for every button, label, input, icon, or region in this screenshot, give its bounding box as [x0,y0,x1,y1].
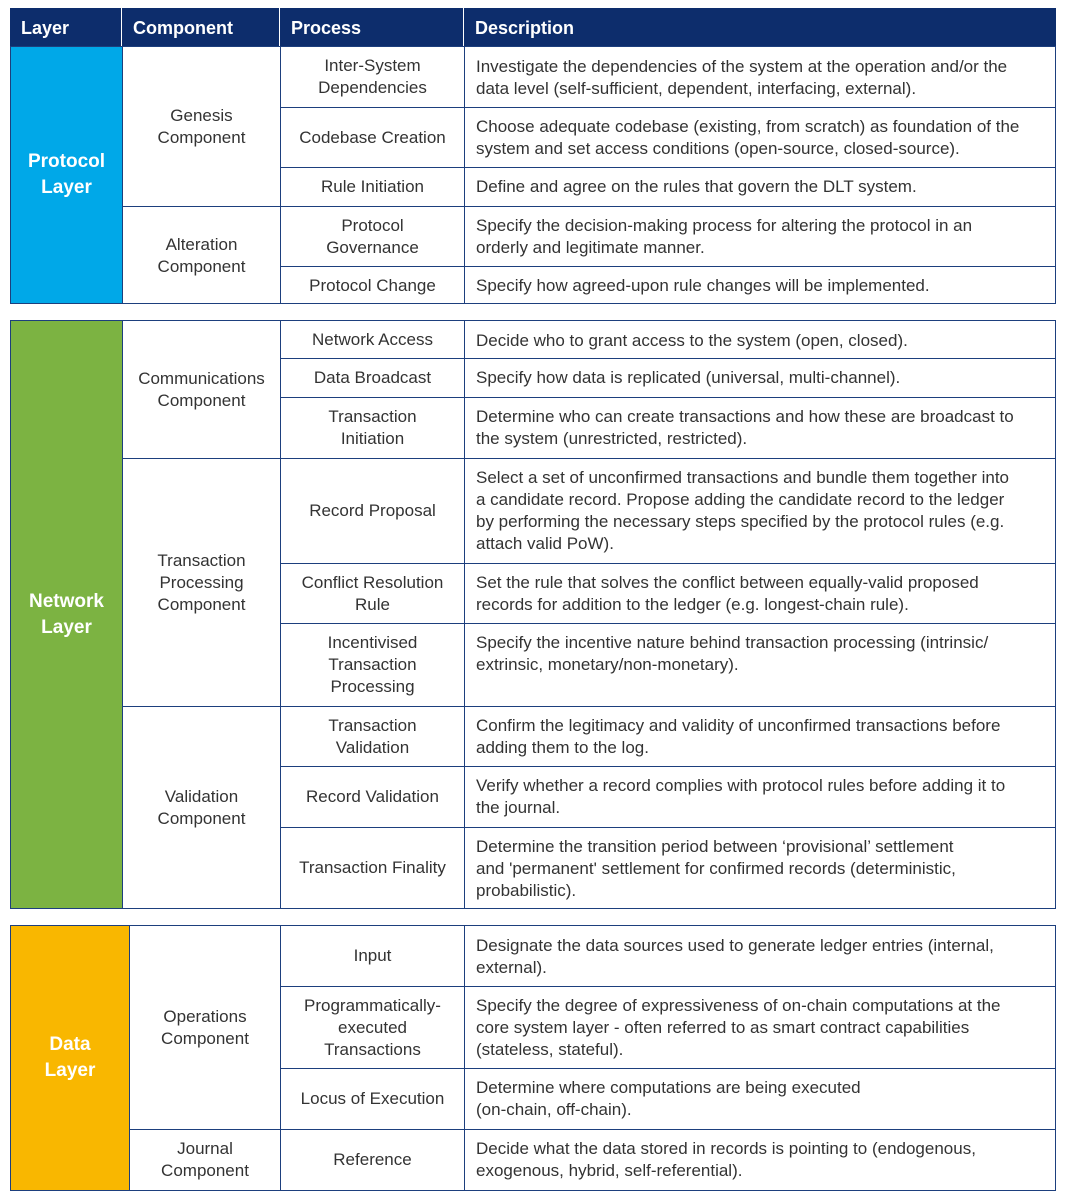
process-label-line: Protocol [341,215,404,235]
description-line: adding them to the log. [476,738,649,757]
component-label-line: Component [157,256,246,276]
component-label-line: Component [161,1161,249,1180]
component-communications [123,321,280,458]
process-label-line: Transactions [324,1039,421,1059]
process-cell [281,624,464,706]
description-cell [465,107,1055,160]
layer-label-line: Network [29,590,104,612]
process-cell [281,321,464,358]
process-label-line: Record Validation [306,787,439,806]
process-cell [281,564,464,623]
process-label-line: Transaction Finality [299,858,446,877]
description-line: core system layer - often referred to as smart contract capabilities [476,1018,970,1037]
component-label-line: Component [157,594,246,614]
description-line: attach valid PoW). [476,534,614,553]
description-cell [465,321,1055,352]
description-line: Specify how data is replicated (universal, multi-channel). [476,368,901,387]
description-line: data level (self-sufficient, dependent, interfacing, external). [476,79,917,98]
process-cell [281,459,464,563]
component-label-line: Component [157,127,246,147]
layer-label-line: Protocol [27,151,106,172]
description-line: the system (unrestricted, restricted). [476,429,748,448]
process-label-line: Inter-System [324,56,421,75]
description-line: Specify the degree of expressiveness of on-chain computations at the [476,996,1001,1015]
component-operations [130,926,280,1129]
component-label-line: Transaction [157,550,246,570]
component-label-line: Component [157,808,246,828]
process-cell [281,47,464,107]
process-label-line: Locus of Execution [300,1089,445,1108]
process-label-line: Governance [326,237,419,257]
description-line: and 'permanent' settlement for confirmed records (deterministic, [476,859,956,878]
layer-label-line: Data [49,1034,91,1055]
description-line: Determine where computations are being executed [476,1078,861,1097]
component-label-line: Alteration [165,234,238,254]
description-cell [465,206,1055,259]
description-line: Specify the decision-making process for altering the protocol in an [476,216,973,235]
table-header [10,8,1056,46]
process-label-line: Programmatically- [304,995,441,1015]
process-label-line: Dependencies [318,78,427,97]
description-cell [465,1068,1055,1121]
process-cell [281,707,464,766]
description-line: Determine the transition period between ‘provisional’ settlement [476,837,954,856]
description-line: a candidate record. Propose adding the candidate record to the ledger [476,490,1005,509]
process-label-line: Rule [355,594,390,614]
layer-label-line: Layer [41,616,92,638]
description-line: Determine who can create transactions and how these are broadcast to [476,407,1014,426]
process-label-line: Processing [330,677,415,696]
process-label-line: Initiation [340,429,405,448]
component-genesis [123,47,280,206]
process-cell [281,207,464,266]
process-label-line: Conflict Resolution [301,572,444,592]
description-line: Decide who to grant access to the system (open, closed). [476,331,908,350]
description-line: external). [476,958,547,977]
description-cell [465,167,1055,198]
description-line: the journal. [476,798,561,817]
process-cell [281,267,464,304]
description-cell [465,623,1055,676]
description-line: exogenous, hybrid, self-referential). [476,1161,743,1180]
description-line: Specify how agreed-upon rule changes will be implemented. [476,276,930,295]
component-journal [130,1130,280,1190]
description-line: orderly and legitimate manner. [476,238,705,257]
description-line: Set the rule that solves the conflict between equally-valid proposed [476,573,979,592]
description-line: Decide what the data stored in records is pointing to (endogenous, [476,1139,976,1158]
process-cell [281,1069,464,1129]
process-cell [281,359,464,397]
component-validation [123,707,280,908]
data-layer-section [10,925,1056,1191]
header-process: Process [291,18,362,38]
description-cell [465,458,1055,555]
process-label-line: Transaction [328,407,417,426]
process-cell [281,926,464,986]
description-line: system and set access conditions (open-source, closed-source). [476,139,960,158]
description-line: Define and agree on the rules that govern the DLT system. [476,177,917,196]
process-label-line: Input [353,946,392,965]
process-label-line: Codebase Creation [299,127,446,147]
component-label-line: Component [161,1028,249,1048]
header-component: Component [133,18,233,38]
description-line: extrinsic, monetary/non-monetary). [476,655,739,674]
description-line: (on-chain, off-chain). [476,1100,632,1119]
process-label-line: Transaction [328,715,417,735]
process-label-line: Network Access [312,329,433,349]
description-line: Specify the incentive nature behind transaction processing (intrinsic/ [476,633,989,652]
process-label-line: Incentivised [327,633,418,652]
process-cell [281,168,464,206]
process-cell [281,828,464,908]
description-line: probabilistic). [476,881,577,900]
process-label-line: Data Broadcast [313,368,432,387]
process-cell [281,1130,464,1190]
description-cell [465,706,1055,759]
component-label-line: Validation [164,786,239,806]
component-label-line: Genesis [170,105,233,125]
component-label-line: Operations [163,1006,247,1026]
description-line: Investigate the dependencies of the system at the operation and/or the [476,57,1008,76]
data-layer-label [11,926,129,1190]
description-cell [465,563,1055,616]
layer-label-line: Layer [44,1060,96,1081]
component-label-line: Processing [159,572,244,592]
description-cell [465,397,1055,450]
process-cell [281,767,464,827]
network-layer-label [11,321,122,908]
description-cell [465,827,1055,902]
description-cell [465,1129,1055,1182]
process-cell [281,108,464,167]
component-alteration [123,207,280,304]
network-layer-section [10,320,1056,909]
process-label-line: Rule Initiation [320,177,424,196]
description-cell [465,766,1055,819]
description-cell [465,926,1055,979]
layer-label-line: Layer [41,177,92,198]
description-cell [465,358,1055,389]
process-cell [281,398,464,458]
protocol-layer-section [10,46,1056,304]
process-label-line: Record Proposal [309,501,436,520]
description-line: by performing the necessary steps specified by the protocol rules (e.g. [476,512,1005,531]
process-label-line: Validation [335,737,410,757]
header-description: Description [475,18,575,38]
description-cell [465,986,1055,1061]
process-label-line: executed [337,1017,407,1037]
description-line: Verify whether a record complies with protocol rules before adding it to [476,776,1006,795]
description-line: records for addition to the ledger (e.g. longest-chain rule). [476,595,909,614]
component-label-line: Communications [138,368,265,388]
component-transaction-processing [123,459,280,706]
protocol-layer-label [11,47,122,303]
component-label-line: Journal [177,1139,233,1158]
process-label-line: Reference [333,1150,412,1169]
process-label-line: Transaction [328,655,417,674]
description-line: (stateless, stateful). [476,1040,624,1059]
description-line: Designate the data sources used to generate ledger entries (internal, [476,936,994,955]
header-layer: Layer [21,18,70,38]
component-label-line: Component [157,390,246,410]
process-cell [281,987,464,1068]
description-cell [465,47,1055,100]
description-line: Confirm the legitimacy and validity of unconfirmed transactions before [476,716,1001,735]
description-line: Select a set of unconfirmed transactions and bundle them together into [476,468,1009,487]
description-line: Choose adequate codebase (existing, from scratch) as foundation of the [476,117,1020,136]
description-cell [465,266,1055,297]
process-label-line: Protocol Change [309,275,436,295]
